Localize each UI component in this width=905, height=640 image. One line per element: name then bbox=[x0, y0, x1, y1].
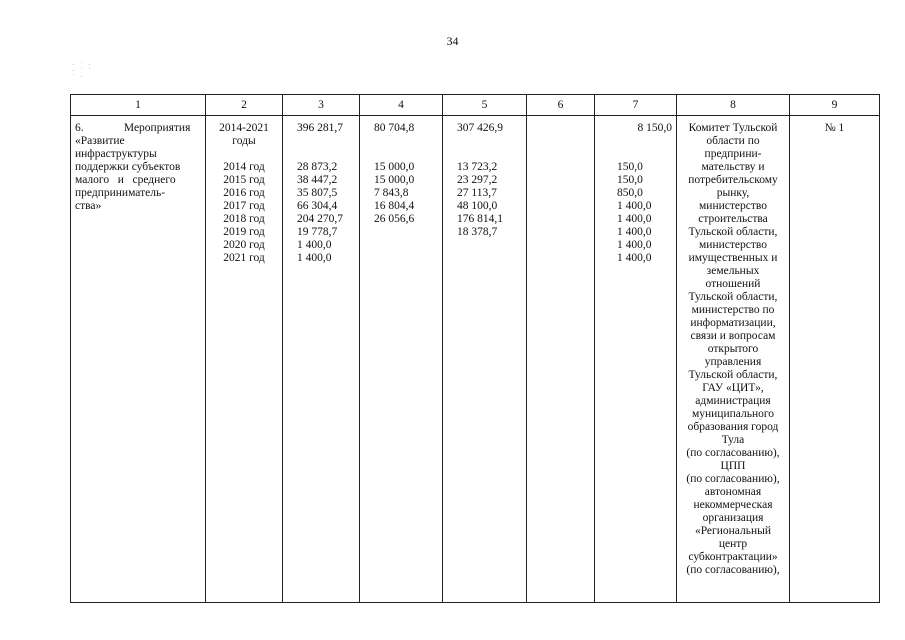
measure-name-line: ства» bbox=[75, 200, 102, 212]
executor-line: центр bbox=[718, 538, 748, 550]
col7-cell bbox=[595, 116, 677, 603]
col3-total: 396 281,7 bbox=[297, 122, 343, 134]
executor-line: строительства bbox=[698, 213, 768, 225]
col7-value: 1 400,0 bbox=[617, 226, 652, 238]
executor-line: Тульской области, bbox=[688, 291, 778, 303]
executor-line: министерство bbox=[699, 200, 767, 212]
col5-value: 48 100,0 bbox=[457, 200, 498, 212]
executors-cell bbox=[677, 116, 790, 603]
col7-value: 1 400,0 bbox=[617, 213, 652, 225]
executor-line: ЦПП bbox=[720, 460, 746, 472]
col7-value: 850,0 bbox=[617, 187, 643, 199]
header-col-1: 1 bbox=[71, 95, 206, 116]
col3-value: 19 778,7 bbox=[297, 226, 338, 238]
header-col-5: 5 bbox=[443, 95, 527, 116]
col3-value: 35 807,5 bbox=[297, 187, 338, 199]
col5-cell bbox=[443, 116, 527, 603]
executor-line: организация bbox=[702, 512, 764, 524]
year-label: 2014 год bbox=[223, 161, 265, 173]
period-total-unit: годы bbox=[232, 135, 256, 147]
executor-line: администрация bbox=[695, 395, 771, 407]
executor-line: «Региональный bbox=[694, 525, 772, 537]
header-col-7: 7 bbox=[595, 95, 677, 116]
col3-value: 1 400,0 bbox=[297, 252, 332, 264]
measure-name-line: инфраструктуры bbox=[75, 148, 157, 160]
executor-line: образования город bbox=[687, 421, 779, 433]
col3-value: 66 304,4 bbox=[297, 200, 338, 212]
col5-value: 18 378,7 bbox=[457, 226, 498, 238]
col4-value: 7 843,8 bbox=[374, 187, 409, 199]
executor-line: министерство bbox=[699, 239, 767, 251]
measure-name-line: малого и среднего bbox=[75, 174, 176, 186]
col5-value: 27 113,7 bbox=[457, 187, 497, 199]
executor-line: управления bbox=[704, 356, 762, 368]
col7-value: 150,0 bbox=[617, 161, 643, 173]
executor-line: Тула bbox=[721, 434, 745, 446]
executor-line: отношений bbox=[705, 278, 761, 290]
header-col-4: 4 bbox=[360, 95, 443, 116]
col3-value: 28 873,2 bbox=[297, 161, 338, 173]
period-total: 2014-2021 bbox=[219, 122, 269, 134]
measure-name-cell bbox=[71, 116, 206, 603]
col7-value: 1 400,0 bbox=[617, 239, 652, 251]
scan-speckles: · ˙ · · ˙ ˙ ˙ · bbox=[72, 61, 93, 81]
year-label: 2018 год bbox=[223, 213, 265, 225]
executor-line: ГАУ «ЦИТ», bbox=[702, 382, 764, 394]
executor-line: (по согласованию), bbox=[686, 447, 780, 459]
year-label: 2021 год bbox=[223, 252, 265, 264]
executor-line: предприни- bbox=[704, 148, 762, 160]
executor-line: муниципального bbox=[691, 408, 775, 420]
indicator-cell bbox=[790, 116, 880, 603]
executor-line: (по согласованию), bbox=[686, 564, 780, 576]
table-row bbox=[71, 116, 880, 603]
col7-total: 8 150,0 bbox=[637, 122, 672, 134]
col7-value: 1 400,0 bbox=[617, 200, 652, 212]
col4-total: 80 704,8 bbox=[374, 122, 415, 134]
executor-line: некоммерческая bbox=[693, 499, 773, 511]
col6-cell bbox=[527, 116, 595, 603]
col4-value: 16 804,4 bbox=[374, 200, 415, 212]
col5-value: 23 297,2 bbox=[457, 174, 498, 186]
measure-name-line: поддержки субъектов bbox=[75, 161, 181, 173]
col5-value: 13 723,2 bbox=[457, 161, 498, 173]
header-col-8: 8 bbox=[677, 95, 790, 116]
executor-line: информатизации, bbox=[690, 317, 776, 329]
col3-value: 38 447,2 bbox=[297, 174, 338, 186]
col3-value: 1 400,0 bbox=[297, 239, 332, 251]
header-col-6: 6 bbox=[527, 95, 595, 116]
executor-line: Тульской области, bbox=[688, 226, 778, 238]
executor-line: открытого bbox=[707, 343, 759, 355]
executor-line: мательству и bbox=[701, 161, 765, 173]
header-col-2: 2 bbox=[206, 95, 283, 116]
indicator-number: № 1 bbox=[824, 122, 845, 134]
executor-line: (по согласованию), bbox=[686, 473, 780, 485]
measures-table bbox=[70, 94, 880, 603]
year-label: 2019 год bbox=[223, 226, 265, 238]
col4-value: 26 056,6 bbox=[374, 213, 415, 225]
measure-name-line: «Развитие bbox=[75, 135, 125, 147]
col4-value: 15 000,0 bbox=[374, 161, 415, 173]
header-col-9: 9 bbox=[790, 95, 880, 116]
period-cell bbox=[206, 116, 283, 603]
col5-total: 307 426,9 bbox=[457, 122, 503, 134]
executor-line: имущественных и bbox=[688, 252, 778, 264]
col3-cell bbox=[283, 116, 360, 603]
executor-line: автономная bbox=[704, 486, 762, 498]
col4-cell bbox=[360, 116, 443, 603]
col3-value: 204 270,7 bbox=[297, 213, 343, 225]
executor-line: министерство по bbox=[691, 304, 775, 316]
header-col-3: 3 bbox=[283, 95, 360, 116]
col5-value: 176 814,1 bbox=[457, 213, 503, 225]
col7-value: 150,0 bbox=[617, 174, 643, 186]
measure-name-line: предприниматель- bbox=[75, 187, 166, 199]
header-row bbox=[71, 95, 880, 116]
col7-value: 1 400,0 bbox=[617, 252, 652, 264]
year-label: 2020 год bbox=[223, 239, 265, 251]
executor-line: субконтрактации» bbox=[688, 551, 778, 563]
executor-line: Комитет Тульской bbox=[688, 122, 778, 134]
year-label: 2015 год bbox=[223, 174, 265, 186]
page-number: 34 bbox=[446, 34, 459, 48]
col4-value: 15 000,0 bbox=[374, 174, 415, 186]
executor-line: области по bbox=[706, 135, 760, 147]
executor-line: рынку, bbox=[716, 187, 750, 199]
executor-line: связи и вопросам bbox=[690, 330, 776, 342]
executor-line: земельных bbox=[706, 265, 760, 277]
executor-line: Тульской области, bbox=[688, 369, 778, 381]
year-label: 2016 год bbox=[223, 187, 265, 199]
year-label: 2017 год bbox=[223, 200, 265, 212]
executor-line: потребительскому bbox=[688, 174, 778, 186]
measure-name-line: 6. Мероприятия bbox=[75, 122, 191, 134]
